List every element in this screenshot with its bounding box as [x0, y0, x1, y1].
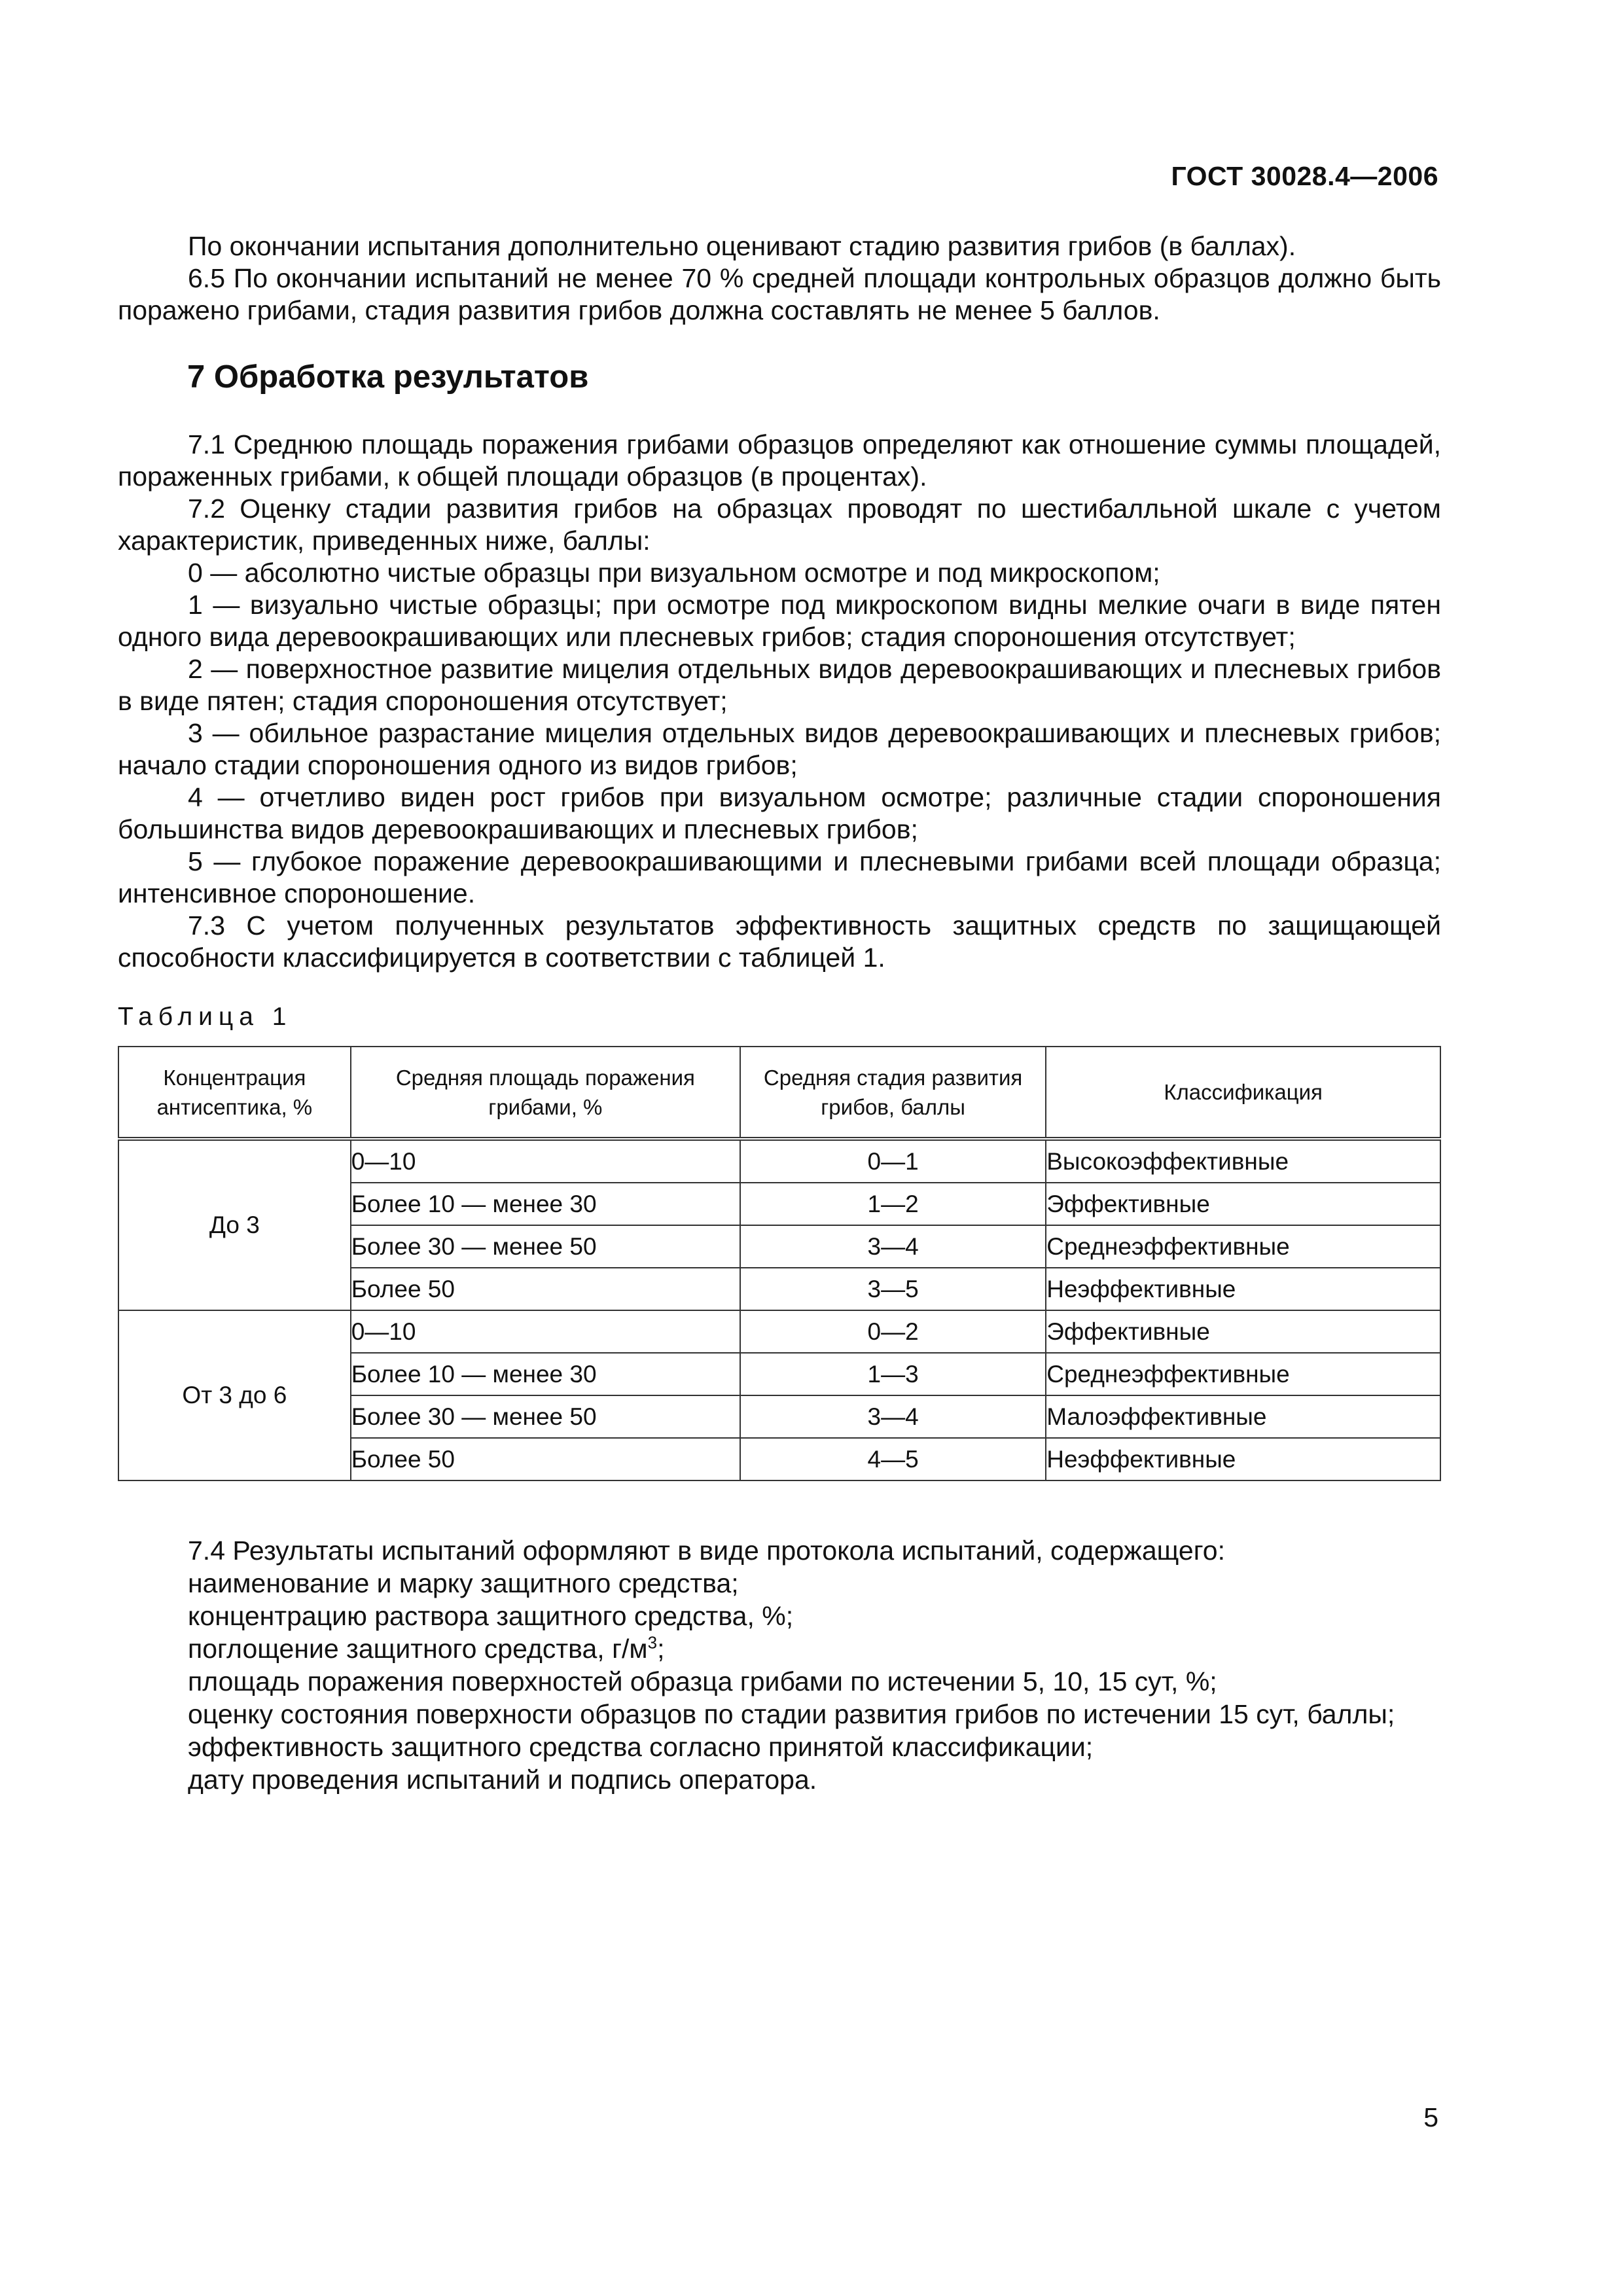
stage-cell: 0—2 — [740, 1310, 1046, 1353]
results-section — [118, 1534, 1441, 1796]
scale-item-1: 1 — визуально чистые образцы; при осмотре под микроскопом видны мелкие очаги в виде пятен одного вида деревоокрашивающих или плесневых грибов; стадия спороношения отсутствует; — [118, 590, 1441, 652]
stage-cell: 0—1 — [740, 1139, 1046, 1183]
area-cell: Более 30 — менее 50 — [351, 1225, 740, 1268]
results-item: дату проведения испытаний и подпись оператора. — [188, 1765, 817, 1795]
area-cell: Более 10 — менее 30 — [351, 1183, 740, 1225]
concentration-cell: От 3 до 6 — [118, 1310, 351, 1480]
results-item: площадь поражения поверхностей образца грибами по истечении 5, 10, 15 сут, %; — [188, 1666, 1217, 1696]
table-caption: Таблица 1 — [118, 1003, 293, 1031]
clause-7-2: 7.2 Оценку стадии развития грибов на образцах проводят по шестибалльной шкале с учетом характеристик, приведенных ниже, баллы: — [118, 493, 1441, 556]
stage-cell: 1—2 — [740, 1183, 1046, 1225]
area-cell: 0—10 — [351, 1139, 740, 1183]
area-cell: Более 10 — менее 30 — [351, 1353, 740, 1395]
table-header-row — [118, 1047, 1440, 1139]
header-area: Средняя площадь поражения грибами, % — [351, 1047, 740, 1139]
scale-item-4: 4 — отчетливо виден рост грибов при визуальном осмотре; различные стадии спороношения большинства видов деревоокрашивающих и плесневых грибов; — [118, 782, 1441, 844]
absorption-tail: ; — [657, 1634, 665, 1664]
clause-7-1: 7.1 Среднюю площадь поражения грибами образцов определяют как отношение суммы площадей, пораженных грибами, к общей площади образцов (в процентах). — [118, 429, 1441, 492]
classification-cell: Малоэффективные — [1046, 1395, 1440, 1438]
section-heading: 7 Обработка результатов — [187, 359, 589, 395]
stage-cell: 4—5 — [740, 1438, 1046, 1480]
clause-7-4: 7.4 Результаты испытаний оформляют в виде протокола испытаний, содержащего: — [188, 1535, 1225, 1566]
results-item — [118, 1632, 1441, 1665]
classification-cell: Среднеэффективные — [1046, 1353, 1440, 1395]
classification-cell: Высокоэффективные — [1046, 1139, 1440, 1183]
classification-cell: Эффективные — [1046, 1310, 1440, 1353]
classification-cell: Неэффективные — [1046, 1268, 1440, 1310]
stage-cell: 1—3 — [740, 1353, 1046, 1395]
classification-cell: Эффективные — [1046, 1183, 1440, 1225]
area-cell: 0—10 — [351, 1310, 740, 1353]
intro-block — [118, 230, 1441, 327]
clause-7-3: 7.3 С учетом полученных результатов эффективность защитных средств по защищающей способности классифицируется в соответствии с таблицей 1. — [118, 910, 1441, 973]
classification-table — [118, 1046, 1441, 1481]
scale-item-5: 5 — глубокое поражение деревоокрашивающими и плесневыми грибами всей площади образца; интенсивное спороношение. — [118, 846, 1441, 908]
clause-6-5: 6.5 По окончании испытаний не менее 70 % средней площади контрольных образцов должно быть поражено грибами, стадия развития грибов должна составлять не менее 5 баллов. — [118, 263, 1441, 325]
stage-cell: 3—4 — [740, 1395, 1046, 1438]
area-cell: Более 50 — [351, 1268, 740, 1310]
scale-item-0: 0 — абсолютно чистые образцы при визуальном осмотре и под микроскопом; — [188, 558, 1160, 588]
stage-cell: 3—4 — [740, 1225, 1046, 1268]
standard-number: ГОСТ 30028.4—2006 — [1171, 161, 1438, 191]
scale-item-2: 2 — поверхностное развитие мицелия отдельных видов деревоокрашивающих и плесневых грибов в виде пятен; стадия спороношения отсутствует; — [118, 654, 1441, 716]
header-stage: Средняя стадия развития грибов, баллы — [740, 1047, 1046, 1139]
concentration-cell: До 3 — [118, 1139, 351, 1310]
results-item: наименование и марку защитного средства; — [188, 1568, 739, 1598]
header-concentration: Концентрация антисептика, % — [118, 1047, 351, 1139]
stage-cell: 3—5 — [740, 1268, 1046, 1310]
area-cell: Более 30 — менее 50 — [351, 1395, 740, 1438]
section-body — [118, 429, 1441, 974]
intro-paragraph: По окончании испытания дополнительно оценивают стадию развития грибов (в баллах). — [188, 231, 1296, 261]
results-item: оценку состояния поверхности образцов по стадии развития грибов по истечении 15 сут, баллы; — [188, 1699, 1395, 1729]
scale-item-3: 3 — обильное разрастание мицелия отдельных видов деревоокрашивающих и плесневых грибов; начало стадии спороношения одного из видов грибов; — [118, 718, 1441, 780]
classification-cell: Среднеэффективные — [1046, 1225, 1440, 1268]
area-cell: Более 50 — [351, 1438, 740, 1480]
classification-cell: Неэффективные — [1046, 1438, 1440, 1480]
table-row — [118, 1310, 1440, 1353]
table-row — [118, 1139, 1440, 1183]
absorption-text: поглощение защитного средства, г/м — [188, 1634, 648, 1664]
results-item: эффективность защитного средства согласно принятой классификации; — [188, 1732, 1094, 1762]
cubic-superscript: 3 — [647, 1632, 658, 1653]
results-item: концентрацию раствора защитного средства, %; — [188, 1601, 794, 1631]
header-classification: Классификация — [1046, 1047, 1440, 1139]
page-number: 5 — [1423, 2102, 1438, 2132]
